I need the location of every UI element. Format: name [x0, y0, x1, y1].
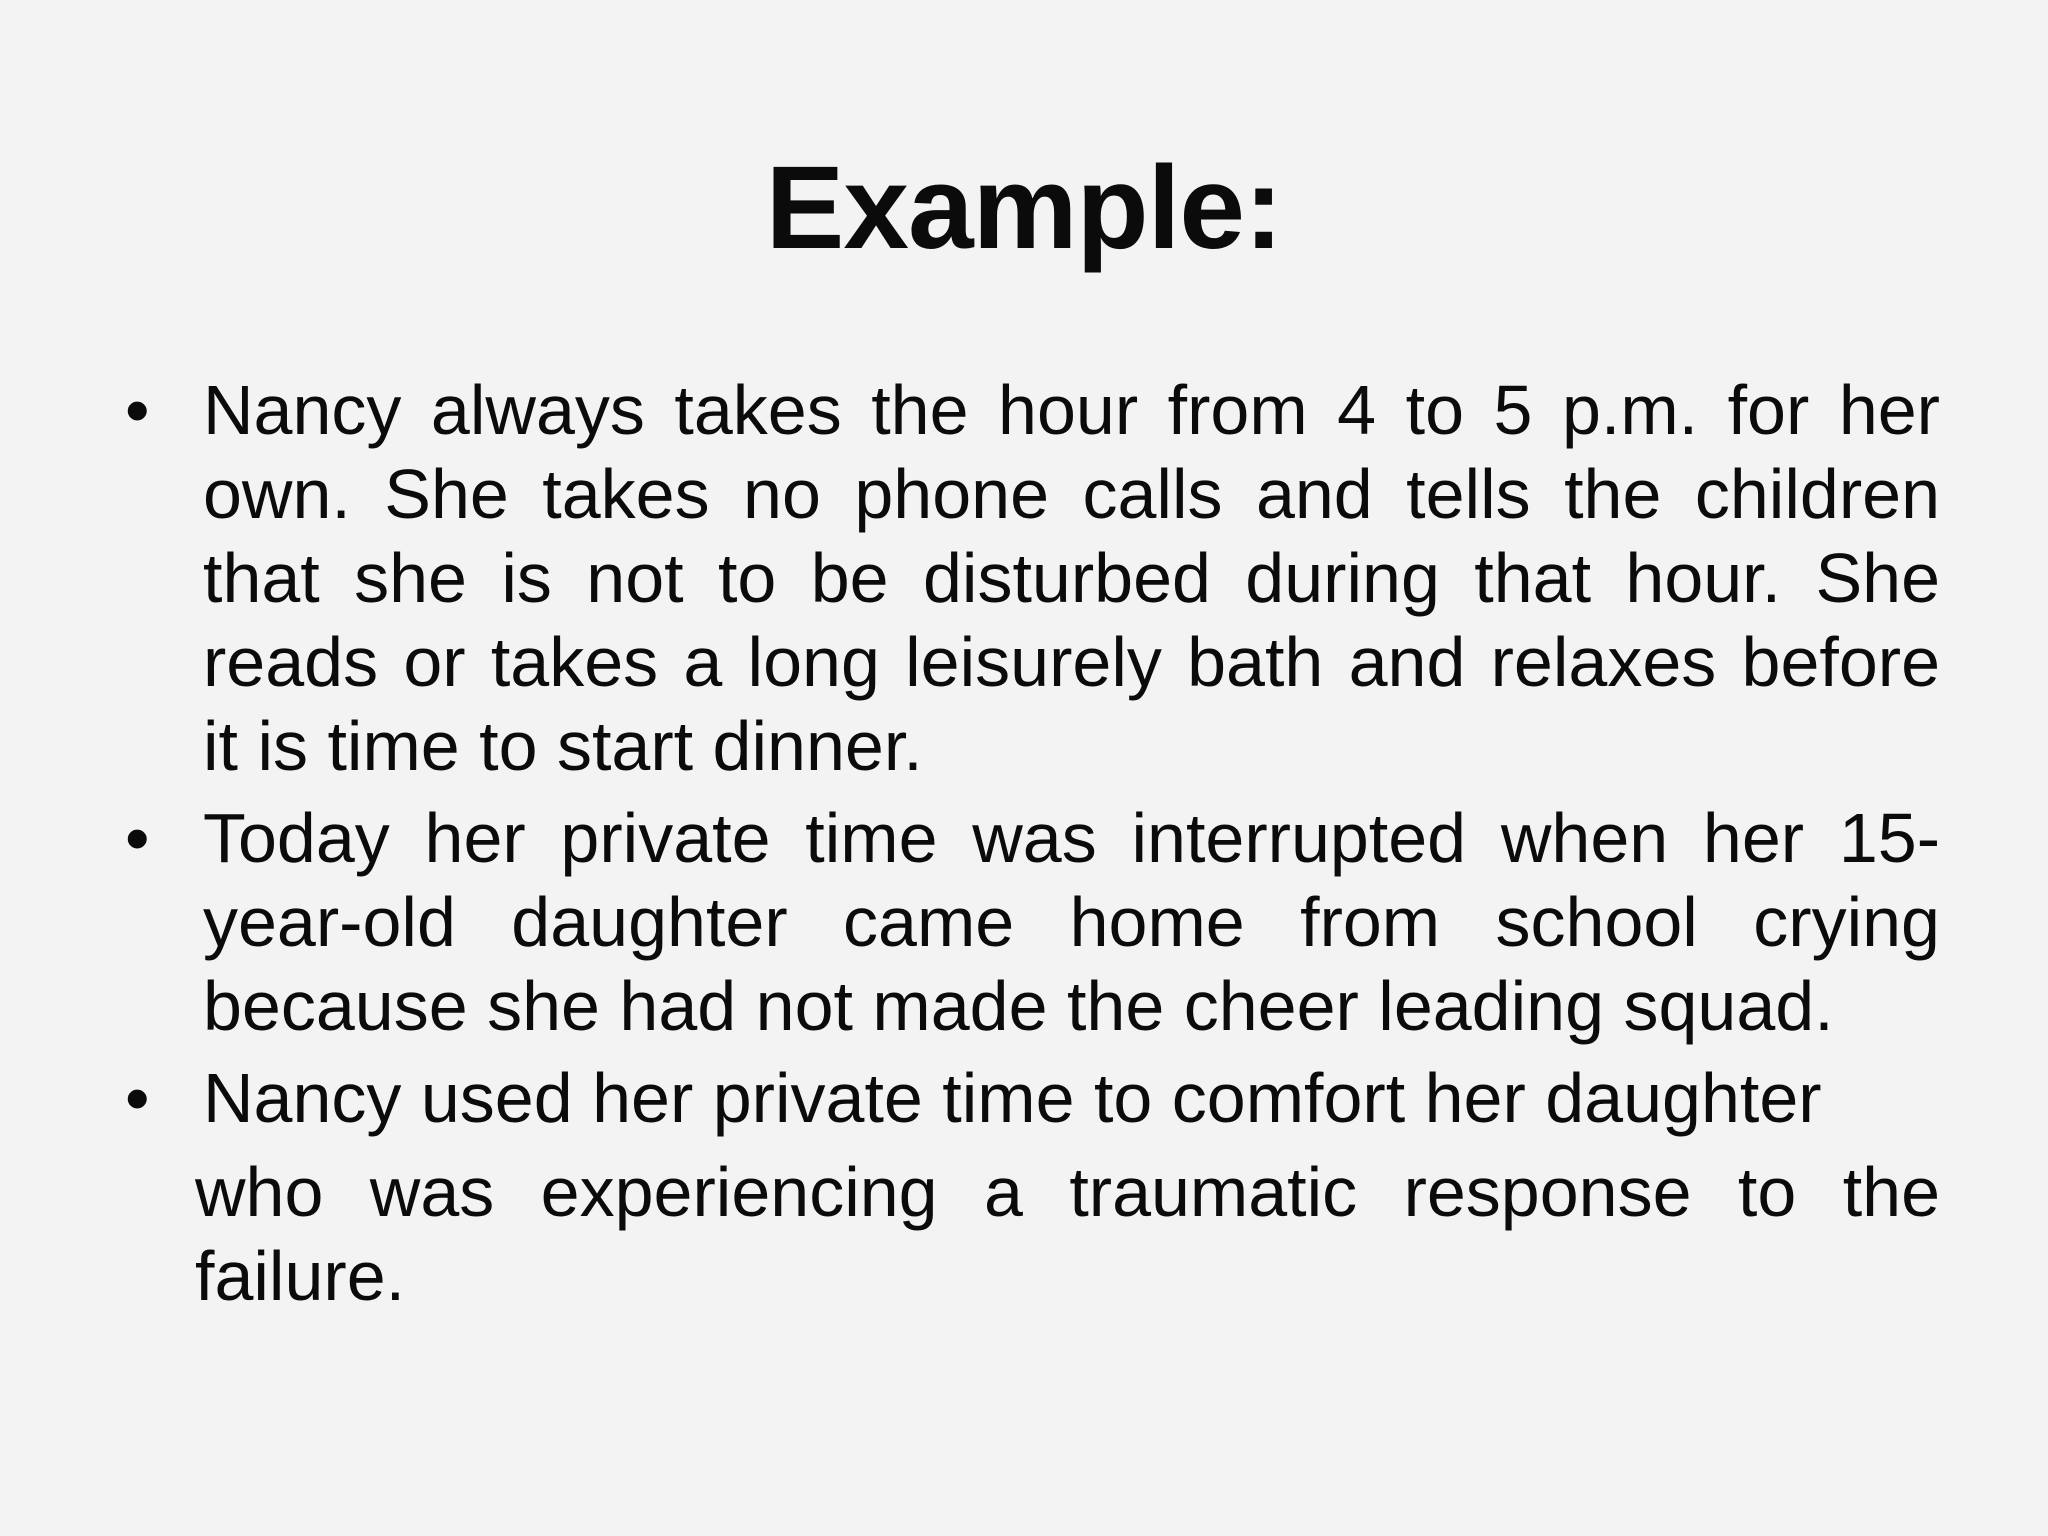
- slide-title: Example:: [765, 142, 1283, 274]
- bullet-dot-icon: •: [125, 1059, 150, 1137]
- bullet-item: [120, 796, 1940, 1048]
- bullet-text: Nancy used her private time to comfort her daughter: [203, 1059, 1822, 1137]
- bullet-text: Nancy always takes the hour from 4 to 5 p.m. for her own. She takes no phone calls and tells the children that she is not to be disturbed during that hour. She reads or takes a long leisurely bath and relaxes before it is time to start dinner.: [203, 371, 1940, 785]
- bullet-dot-icon: •: [125, 371, 150, 449]
- bullet-dot-icon: •: [125, 799, 150, 877]
- bullet-item: [120, 1056, 1940, 1140]
- bullet-item: [120, 368, 1940, 788]
- slide-body: [120, 368, 1940, 1318]
- bullet-text: Today her private time was interrupted when her 15-year-old daughter came home from school crying because she had not made the cheer leading squad.: [203, 799, 1940, 1045]
- continuation-text: who was experiencing a traumatic response to the failure.: [195, 1153, 1940, 1315]
